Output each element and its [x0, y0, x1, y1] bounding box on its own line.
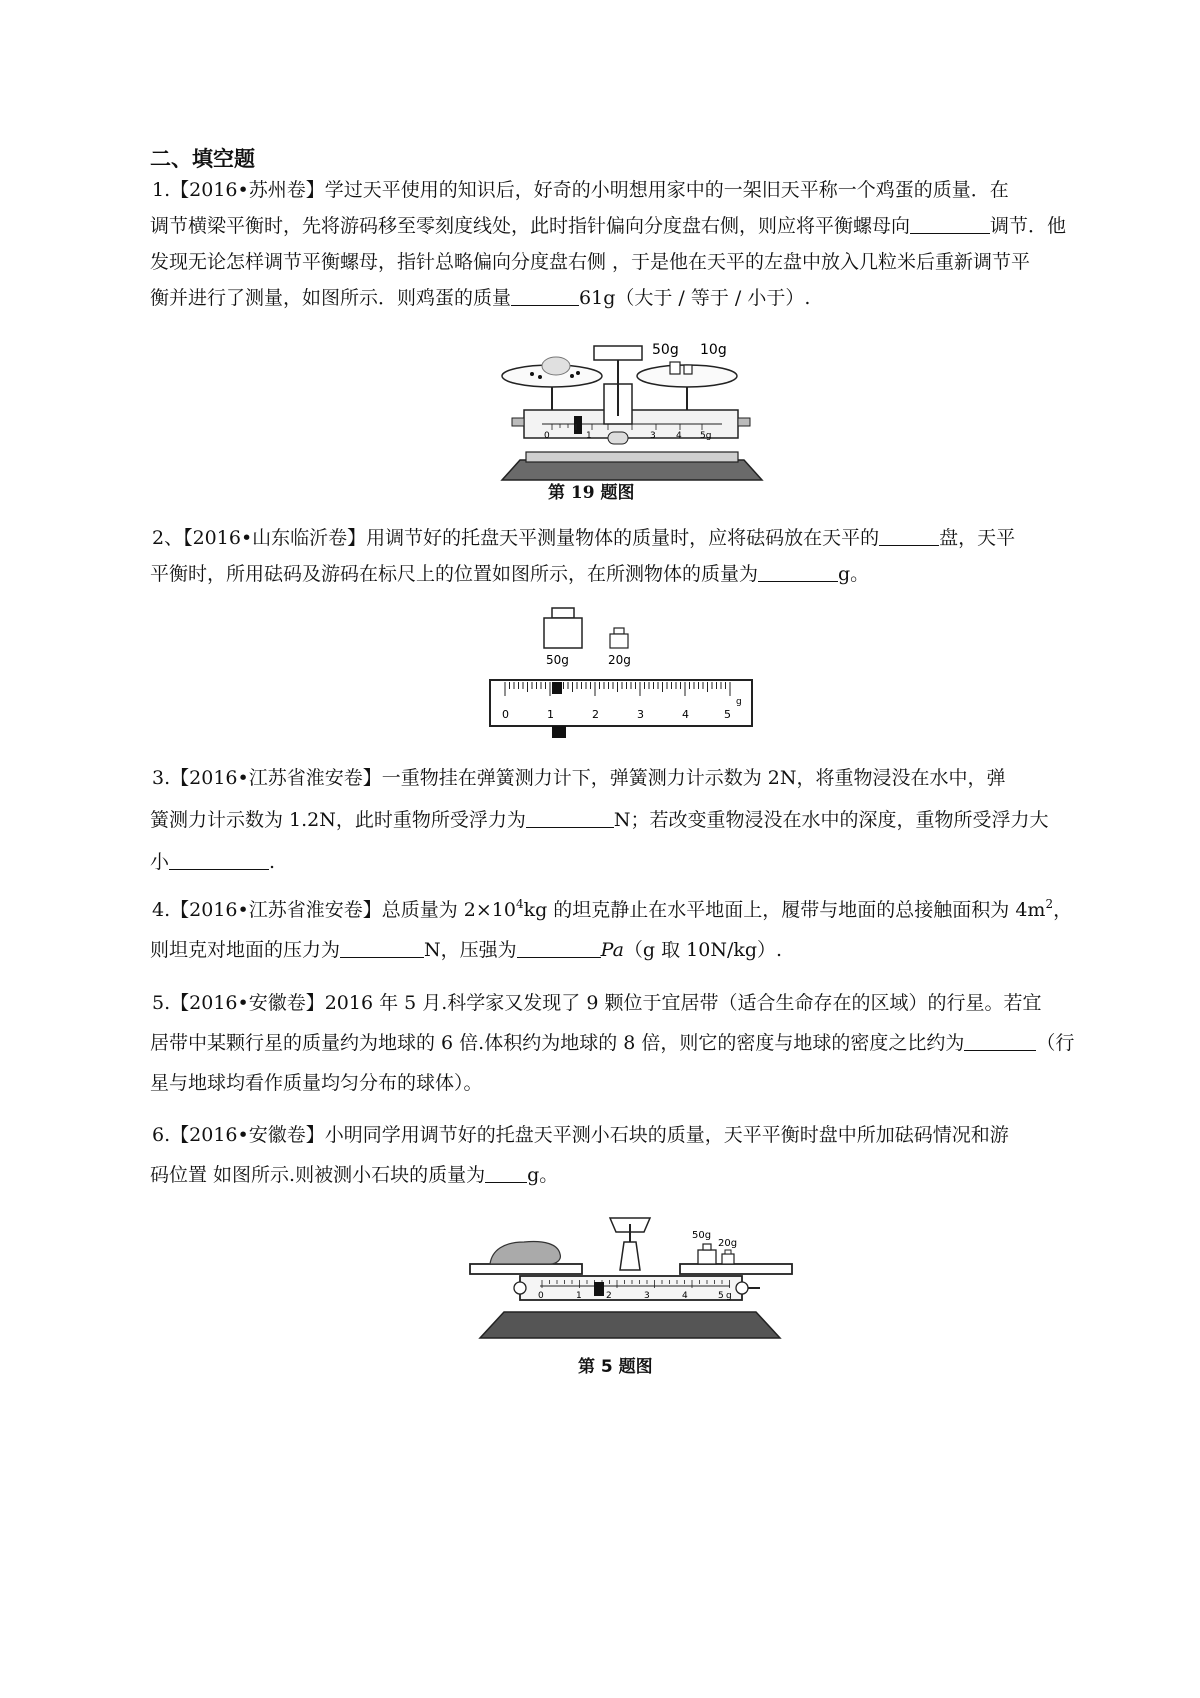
- q2-line2a: 平衡时，所用砝码及游码在标尺上的位置如图所示，在所测物体的质量为: [150, 563, 759, 585]
- q4-exp: 4: [515, 897, 524, 911]
- q4-num: 4.: [152, 899, 171, 921]
- q3-line3b: .: [269, 851, 276, 873]
- q1-line1: 学过天平使用的知识后，好奇的小明想用家中的一架旧天平称一个鸡蛋的质量．在: [324, 179, 1009, 201]
- question-3: [150, 757, 1098, 883]
- q3-blank2[interactable]: [169, 847, 269, 870]
- ruler-label-3: 3: [637, 708, 644, 721]
- rice-grain: [530, 372, 534, 376]
- q5-source: 【2016•安徽卷】: [170, 992, 325, 1014]
- q6-line1: 小明同学用调节好的托盘天平测小石块的质量，天平平衡时盘中所加砝码情况和游: [324, 1124, 1009, 1146]
- right-pan: [680, 1264, 792, 1274]
- beam-label-5g: 5g: [700, 431, 712, 441]
- question-6: [150, 1115, 1098, 1195]
- q2-blank2[interactable]: [758, 559, 838, 582]
- balance-stone-diagram: [460, 1210, 800, 1350]
- weight-50g-top: [552, 608, 574, 618]
- mass-label-50g: 50g: [546, 653, 569, 667]
- ruler-label-2: 2: [592, 708, 599, 721]
- weight-50g: [670, 362, 680, 374]
- question-4: [150, 890, 1098, 970]
- left-pan: [470, 1264, 582, 1274]
- rice-grain: [538, 375, 542, 379]
- beam-label-1: 1: [586, 431, 592, 441]
- left-knob: [514, 1282, 526, 1294]
- beam-label-0: 0: [538, 1291, 544, 1301]
- weight-20g: [722, 1254, 734, 1264]
- q2-line1b: 盘，天平: [939, 527, 1016, 549]
- q1-blank2[interactable]: [511, 283, 579, 306]
- q2-source: 【2016•山东临沂卷】: [183, 527, 367, 549]
- rider: [574, 416, 582, 434]
- section-title: 二、填空题: [150, 147, 255, 171]
- q2-line1a: 用调节好的托盘天平测量物体的质量时，应将砝码放在天平的: [366, 527, 880, 549]
- weight-20g-top: [725, 1250, 731, 1254]
- q5-blank1[interactable]: [964, 1028, 1036, 1051]
- q3-line1: 一重物挂在弹簧测力计下，弹簧测力计示数为 2N，将重物浸没在水中，弹: [381, 767, 1006, 789]
- beam-label-3: 3: [650, 431, 656, 441]
- balance-beam: [520, 1276, 742, 1300]
- q1-blank1[interactable]: [910, 211, 990, 234]
- q6-line2a: 码位置 如图所示.则被测小石块的质量为: [150, 1164, 486, 1186]
- question-5: [150, 983, 1098, 1103]
- ruler-label-4: 4: [682, 708, 689, 721]
- q1-line2a: 调节横梁平衡时，先将游码移至零刻度线处，此时指针偏向分度盘右侧，则应将平衡螺母向: [150, 215, 911, 237]
- weight-10g: [684, 365, 692, 374]
- q3-line2a: 簧测力计示数为 1.2N，此时重物所受浮力为: [150, 809, 526, 831]
- question-2: [150, 520, 1098, 592]
- q4-line2d: （g 取 10N/kg）.: [623, 939, 783, 961]
- beam-label-1: 1: [576, 1291, 582, 1301]
- rider-bottom: [552, 726, 566, 738]
- q4-source: 【2016•江苏省淮安卷】: [170, 899, 382, 921]
- q4-line2a: 则坦克对地面的压力为: [150, 939, 341, 961]
- pivot: [608, 432, 628, 444]
- q4-line1b: kg 的坦克静止在水平地面上，履带与地面的总接触面积为 4m: [523, 899, 1046, 921]
- beam-label-3: 3: [644, 1291, 650, 1301]
- q4-blank1[interactable]: [340, 935, 424, 958]
- q4-line2b: N，压强为: [424, 939, 517, 961]
- q6-blank1[interactable]: [485, 1160, 527, 1183]
- beam-label-0: 0: [544, 431, 550, 441]
- weight-50g-top: [703, 1244, 711, 1250]
- beam-unit: g: [726, 1291, 732, 1301]
- ruler-diagram: [488, 602, 758, 742]
- ruler-label-5: 5: [724, 708, 731, 721]
- ruler-body: [490, 680, 752, 726]
- figure-3-caption: 第 5 题图: [578, 1357, 653, 1377]
- beam-label-4: 4: [682, 1291, 688, 1301]
- q1-source: 【2016•苏州卷】: [170, 179, 325, 201]
- figure-1-balance: [482, 328, 782, 508]
- stone: [490, 1242, 560, 1265]
- balance-base: [502, 460, 762, 480]
- q4-blank2[interactable]: [517, 935, 601, 958]
- q5-line2a: 居带中某颗行星的质量约为地球的 6 倍.体积约为地球的 8 倍，则它的密度与地球的密度之比约为: [150, 1032, 965, 1054]
- egg: [542, 357, 570, 375]
- ruler-label-0: 0: [502, 708, 509, 721]
- left-knob: [512, 418, 524, 426]
- q5-line1: 2016 年 5 月.科学家又发现了 9 颗位于宜居带（适合生命存在的区域）的行星。若宜: [324, 992, 1042, 1014]
- balance-platform: [526, 452, 738, 462]
- q4-line1a: 总质量为 2×10: [381, 899, 516, 921]
- q3-line2b: N；若改变重物浸没在水中的深度，重物所受浮力大: [613, 809, 1049, 831]
- mass-label-20g: 20g: [608, 653, 631, 667]
- right-knob: [736, 1282, 748, 1294]
- q1-line4b: 61g（大于 / 等于 / 小于）.: [579, 287, 811, 309]
- q6-num: 6.: [152, 1124, 171, 1146]
- mass-label-20g: 20g: [718, 1238, 738, 1249]
- balance-base: [480, 1312, 780, 1338]
- centre-post: [620, 1242, 640, 1270]
- q1-line4a: 衡并进行了测量，如图所示．则鸡蛋的质量: [150, 287, 512, 309]
- q1-num: 1.: [152, 179, 171, 201]
- q1-line2b: 调节．他: [990, 215, 1067, 237]
- rider-top: [552, 682, 562, 694]
- rice-grain: [576, 371, 580, 375]
- q4-exp2: 2: [1045, 897, 1054, 911]
- q3-source: 【2016•江苏省淮安卷】: [170, 767, 382, 789]
- question-1: [150, 172, 1098, 316]
- mass-label-50g: 50g: [652, 342, 679, 358]
- beam-label-2: 2: [606, 1291, 612, 1301]
- figure-2-ruler: [488, 602, 758, 742]
- ruler-unit: g: [736, 697, 742, 707]
- beam-label-5: 5: [718, 1291, 724, 1301]
- q1-line3: 发现无论怎样调节平衡螺母，指针总略偏向分度盘右侧 ，于是他在天平的左盘中放入几粒米后重新调节平: [150, 251, 1031, 273]
- weight-50g: [544, 618, 582, 648]
- q3-line3a: 小: [150, 851, 170, 873]
- q2-line2b: g。: [838, 563, 870, 585]
- q3-num: 3.: [152, 767, 171, 789]
- weight-20g-top: [614, 628, 624, 634]
- weight-20g: [610, 634, 628, 648]
- rider: [594, 1282, 604, 1296]
- q5-line2b: （行: [1036, 1032, 1075, 1054]
- q4-line2c: Pa: [600, 939, 624, 961]
- q6-source: 【2016•安徽卷】: [170, 1124, 325, 1146]
- q2-blank1[interactable]: [879, 523, 939, 546]
- ruler-label-1: 1: [547, 708, 554, 721]
- figure-1-caption: 第 19 题图: [548, 483, 635, 503]
- q2-num: 2、: [152, 527, 184, 549]
- q5-line3: 星与地球均看作质量均匀分布的球体）。: [150, 1072, 483, 1094]
- figure-3-balance: [460, 1210, 800, 1380]
- rice-grain: [570, 374, 574, 378]
- q3-blank1[interactable]: [526, 805, 614, 828]
- mass-label-10g: 10g: [700, 342, 727, 358]
- q6-line2b: g。: [527, 1164, 559, 1186]
- q4-line1c: ，: [1053, 899, 1073, 921]
- beam-label-4: 4: [676, 431, 682, 441]
- q5-num: 5.: [152, 992, 171, 1014]
- scale-dial: [594, 346, 642, 360]
- weight-50g: [698, 1250, 716, 1264]
- right-knob: [738, 418, 750, 426]
- mass-label-50g: 50g: [692, 1230, 712, 1241]
